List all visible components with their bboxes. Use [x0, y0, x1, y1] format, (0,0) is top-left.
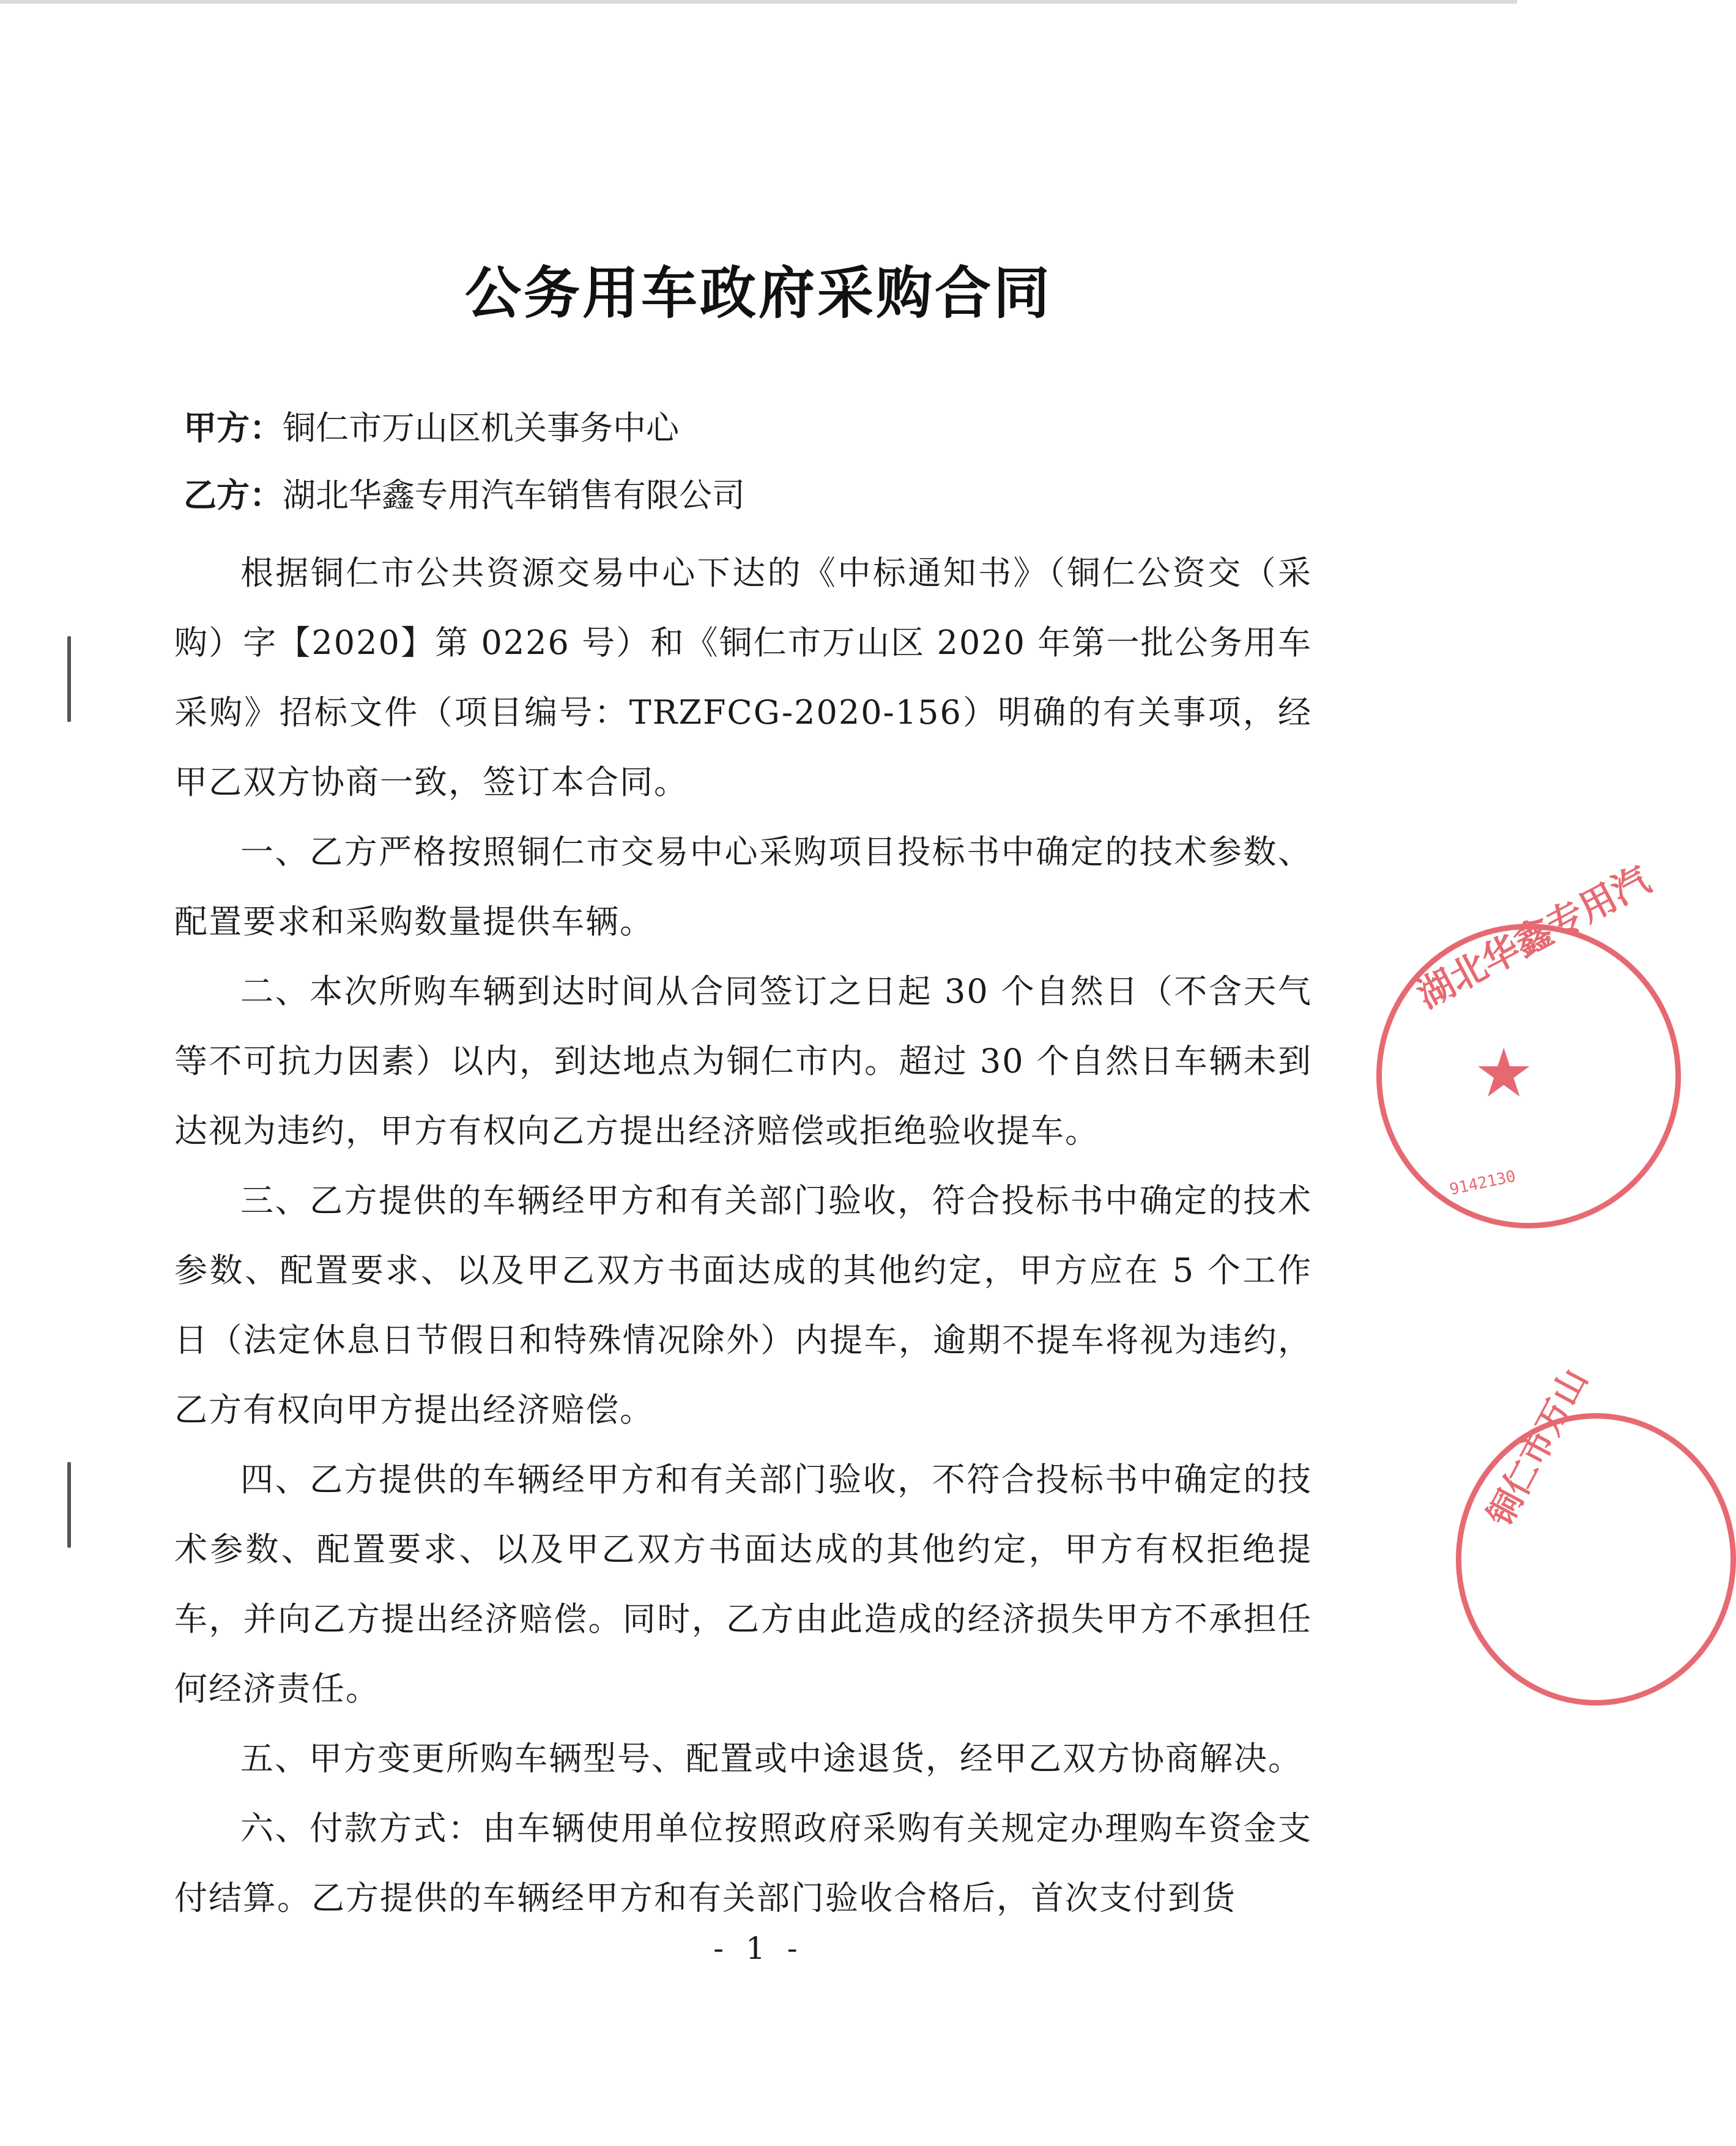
party-a-name: 铜仁市万山区机关事务中心 — [283, 409, 679, 447]
company-seal-text: 湖北华鑫专用汽 — [1410, 858, 1657, 1017]
paragraph-clause-4: 四、乙方提供的车辆经甲方和有关部门验收，不符合投标书中确定的技术参数、配置要求、以及甲乙双方书面达成的其他约定，甲方有权拒绝提车，并向乙方提出经济赔偿。同时，乙方由此造成的经济损失甲方不承担任何经济责任。 — [174, 1460, 1312, 1708]
party-b-name: 湖北华鑫专用汽车销售有限公司 — [283, 476, 745, 514]
company-seal-stamp — [1376, 858, 1681, 1228]
document-title: 公务用车政府采购合同 — [464, 261, 1052, 326]
official-seal-text: 铜仁市万山 — [1480, 1362, 1596, 1533]
paragraph-preamble: 根据铜仁市公共资源交易中心下达的《中标通知书》（铜仁公资交（采购）字【2020】第 0226 号）和《铜仁市万山区 2020 年第一批公务用车采购》招标文件（项目编号：TRZFCG-2020-156）明确的有关事项，经甲乙双方协商一致，签订本合同。 — [174, 554, 1312, 801]
binding-mark-upper — [67, 636, 71, 722]
paragraph-clause-3: 三、乙方提供的车辆经甲方和有关部门验收，符合投标书中确定的技术参数、配置要求、以及甲乙双方书面达成的其他约定，甲方应在 5 个工作日（法定休息日节假日和特殊情况除外）内提车，逾期不提车将视为违约，乙方有权向甲方提出经济赔偿。 — [174, 1181, 1312, 1429]
party-b-label: 乙方： — [184, 476, 283, 514]
binding-mark-lower — [67, 1462, 71, 1548]
paragraph-clause-6: 六、付款方式：由车辆使用单位按照政府采购有关规定办理购车资金支付结算。乙方提供的车辆经甲方和有关部门验收合格后，首次支付到货 — [174, 1809, 1312, 1917]
party-a-label: 甲方： — [184, 409, 283, 447]
seal-star-icon: ★ — [1474, 1034, 1534, 1112]
scan-edge — [0, 0, 1517, 4]
paragraph-clause-1: 一、乙方严格按照铜仁市交易中心采购项目投标书中确定的技术参数、配置要求和采购数量提供车辆。 — [174, 833, 1312, 941]
paragraph-clause-2: 二、本次所购车辆到达时间从合同签订之日起 30 个自然日（不含天气等不可抗力因素）以内，到达地点为铜仁市内。超过 30 个自然日车辆未到达视为违约，甲方有权向乙方提出经济赔偿或拒绝验收提车。 — [174, 972, 1312, 1150]
company-seal-code: 9142130 — [1448, 1167, 1518, 1200]
official-seal-stamp — [1456, 1362, 1736, 1706]
page-number: - 1 - — [713, 1931, 804, 1966]
party-b-line — [184, 471, 745, 520]
paragraph-clause-5: 五、甲方变更所购车辆型号、配置或中途退货，经甲乙双方协商解决。 — [240, 1739, 1302, 1778]
contract-body — [174, 538, 1312, 1933]
party-a-line — [184, 404, 679, 453]
